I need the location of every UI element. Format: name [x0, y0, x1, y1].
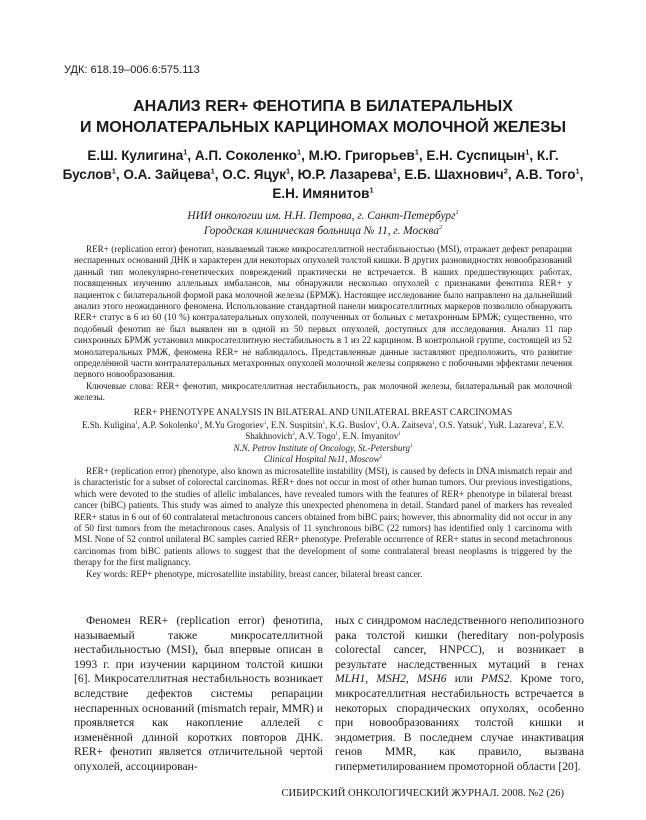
author-name: Ю.Р. Лазарева	[297, 167, 393, 182]
author-name: Е.Н. Имянитов	[272, 186, 370, 201]
author	[82, 420, 142, 430]
author-affiliation-mark: 1	[335, 432, 339, 438]
abstract-ru-text: RER+ (replication error) фенотип, называемый также микросателлитной нестабильностью (MSI), отражает дефект репарации неспаренных оснований ДНК и характерен для некоторых опухолей толстой кишки. В других разновидностях новообразований данный тип молекулярно-генетических повреждений практически не встречается. В наших предшествующих работах, посвященных изучению аллельных имбалансов, мы обнаружили несколько опухолей с признаками фенотипа RER+ у пациенток с билатеральной формой рака молочной железы (БРМЖ). Настоящее исследование было направлено на дальнейший анализ этого неожиданного феномена. Использование стандартной панели микросателлитных маркеров позволило обнаружить RER+ статус в 6 из 60 (10 %) контралатеральных опухолей, полученных от больных с метахронным БРМЖ; существенно, что подобный фенотип не был выявлен ни в одной из 50 первых опухолей, доступных для исследования. Анализ 11 пар синхронных БРМЖ установил микросателлитную нестабильность в 1 из 22 карцином. В контрольной группе, состоящей из 52 монолатеральных РМЖ, феномена RER+ не наблюдалось. Представленные данные заставляют предположить, что развитие определённой части контралатеральных метахронных опухолей молочной железы сопряжено с побочными эффектами лечения первого новообразования.	[74, 244, 572, 380]
affiliation-text: Clinical Hospital №11, Moscow	[263, 454, 380, 465]
body-column-right	[335, 614, 584, 775]
author-list-en	[74, 420, 572, 443]
body-right-part-2: . Кроме того, микросателлитная нестабильность встречается в некоторых спорадических опухолях, особенно при новообразованиях толстой кишки и эндометрия. В последнем случае инактивация генов MMR, как правило, вызвана гиперметилированием промоторной области [20].	[335, 672, 584, 773]
journal-footer: СИБИРСКИЙ ОНКОЛОГИЧЕСКИЙ ЖУРНАЛ. 2008. №2 (26)	[281, 788, 564, 799]
author-name: E.N. Suspitsin	[270, 420, 323, 430]
affiliation-text: НИИ онкологии им. Н.Н. Петрова, г. Санкт-Петербург	[187, 210, 456, 222]
author-affiliation-mark: 1	[322, 421, 326, 426]
title-line-2: И МОНОЛАТЕРАЛЬНЫХ КАРЦИНОМАХ МОЛОЧНОЙ ЖЕЛЕЗЫ	[80, 119, 566, 136]
author-name: K.G. Buslov	[329, 420, 375, 430]
affiliations-ru	[60, 209, 586, 239]
author-affiliation-mark: 2	[292, 432, 295, 438]
author-name: O.A. Zaitseva	[381, 420, 433, 430]
author	[488, 420, 548, 430]
english-title: RER+ PHENOTYPE ANALYSIS IN BILATERAL AND UNILATERAL BREAST CARCINOMAS	[133, 408, 513, 418]
author	[299, 431, 343, 441]
author-separator: ,	[579, 167, 584, 182]
author-name: Е.Н. Суспицын	[426, 148, 526, 163]
author-affiliation-mark: 1	[286, 166, 291, 176]
author	[123, 167, 222, 182]
author-affiliation-mark: 1	[111, 166, 116, 176]
gene-names-1: MLH1, MSH2, MSH6	[335, 672, 447, 686]
author-separator: ,	[507, 167, 516, 182]
author-name: О.С. Яцук	[222, 167, 287, 182]
author-name: E.Sh. Kuligina	[81, 420, 136, 430]
affiliations-en	[74, 443, 572, 466]
author-name: A.V. Togo	[298, 431, 336, 442]
author-separator: ,	[434, 420, 440, 430]
author	[87, 148, 195, 163]
author-separator: ,	[137, 420, 142, 430]
author-separator: ,	[396, 167, 405, 182]
author-separator: ,	[544, 420, 549, 430]
author-affiliation-mark: 1	[541, 421, 545, 426]
author	[272, 186, 373, 201]
author-name: А.П. Соколенко	[194, 148, 297, 163]
affiliation-number: 1	[455, 209, 459, 217]
affiliation-number: 1	[410, 444, 413, 449]
author	[298, 167, 405, 182]
abstract-en	[74, 466, 572, 580]
affiliation-line	[74, 443, 572, 454]
author	[204, 420, 270, 430]
author-separator: ,	[325, 420, 330, 430]
author-list-ru	[60, 146, 586, 203]
author-affiliation-mark: 1	[369, 185, 374, 195]
author-affiliation-mark: 1	[398, 432, 401, 438]
author-separator: ,	[115, 167, 124, 182]
keywords-ru: Ключевые слова: RER+ фенотип, микросателлитная нестабильность, рак молочной железы, билатеральный рак молочной железы.	[74, 380, 572, 403]
author-separator: ,	[199, 420, 205, 430]
author-affiliation-mark: 1	[183, 147, 188, 157]
author-name: А.В. Того	[515, 167, 576, 182]
affiliation-number: 2	[438, 224, 443, 232]
author-separator: ,	[338, 431, 343, 442]
author-affiliation-mark: 1	[210, 166, 215, 176]
abstract-ru	[74, 244, 572, 404]
author-name: М.Ю. Григорьев	[308, 148, 415, 163]
author-separator: ,	[377, 420, 382, 430]
author	[515, 167, 583, 182]
author-name: O.S. Yatsuk	[439, 420, 482, 430]
body-right-or: или	[446, 672, 482, 686]
affiliation-text: N.N. Petrov Institute of Oncology, St.-Petersburg	[233, 443, 411, 453]
udk-code: УДК: 618.19–006.6:575.113	[64, 64, 200, 76]
author-affiliation-mark: 1	[135, 421, 138, 426]
author-separator: ,	[214, 167, 223, 182]
title-line-1: АНАЛИЗ RER+ ФЕНОТИПА В БИЛАТЕРАЛЬНЫХ	[133, 98, 513, 115]
author-name: Е.Ш. Кулигина	[87, 148, 184, 163]
author	[426, 148, 537, 163]
author-separator: ,	[301, 148, 309, 163]
author-affiliation-mark: 1	[392, 166, 397, 176]
author-name: E.V. Shakhnovich	[245, 420, 565, 442]
author-name: К.Г. Буслов	[62, 148, 559, 182]
author-name: E.N. Imyanitov	[342, 431, 399, 442]
author	[343, 431, 401, 441]
author-affiliation-mark: 1	[575, 166, 580, 176]
author-affiliation-mark: 1	[525, 147, 530, 157]
affiliation-text: Городская клиническая больница № 11, г. Москва	[203, 225, 439, 237]
author-affiliation-mark: 1	[374, 421, 378, 426]
keywords-en: Key words: REP+ phenotype, microsatellite instability, breast cancer, bilateral breast cancer.	[86, 568, 423, 579]
body-right-part-1: ных с синдромом наследственного неполипозного рака толстой кишки (hereditary non-polyposis colorectal cancer, HNPCC), и возникает в результате наследственных мутаций в генах	[335, 614, 584, 671]
author	[309, 148, 427, 163]
gene-name-2: PMS2	[481, 672, 510, 686]
body-column-left: Феномен RER+ (replication error) фенотипа, называемый также микросателлитной нестабильностью (MSI), был впервые описан в 1993 г. при изучении карцином толстой кишки [6]. Микросателлитная нестабильность возникает вследствие дефектов системы репарации неспаренных оснований (mismatch repair, MMR) и проявляется как накопление аллелей с изменённой длиной коротких повторов ДНК. RER+ фенотип является отличительной чертой опухолей, ассоциирован-	[74, 614, 323, 773]
affiliation-line	[60, 224, 586, 239]
author-affiliation-mark: 1	[481, 421, 485, 426]
author-affiliation-mark: 1	[197, 421, 200, 426]
author-affiliation-mark: 2	[503, 166, 508, 176]
author-affiliation-mark: 1	[296, 147, 302, 157]
author-name: M.Yu Grogoriev	[204, 420, 264, 430]
author-affiliation-mark: 1	[414, 147, 419, 157]
author	[195, 148, 309, 163]
author	[142, 420, 205, 430]
author-separator: ,	[418, 148, 427, 163]
author	[404, 167, 515, 182]
author-name: О.А. Зайцева	[123, 167, 211, 182]
author-name: Е.Б. Шахнович	[404, 167, 504, 182]
author	[222, 167, 297, 182]
author-separator: ,	[290, 167, 298, 182]
author-name: YuR. Lazareva	[488, 420, 542, 430]
author	[439, 420, 488, 430]
author-affiliation-mark: 1	[432, 421, 435, 426]
author	[271, 420, 330, 430]
author	[382, 420, 439, 430]
author-separator: ,	[187, 148, 195, 163]
article-title	[60, 96, 586, 138]
author-separator: ,	[294, 431, 299, 442]
author	[330, 420, 382, 430]
affiliation-number: 2	[379, 455, 383, 461]
affiliation-line	[60, 209, 586, 224]
affiliation-line	[74, 454, 572, 465]
author-separator: ,	[484, 420, 489, 430]
abstract-en-text: RER+ (replication error) phenotype, also known as microsatellite instability (MSI), is caused by defects in DNA mismatch repair and is characteristic for a subset of colorectal carcinomas. RER+ does not occur in most of other human tumors. Our previous investigations, which were devoted to the studies of allelic imbalances, have revealed tumors with the features of RER+ phenotype in bilateral breast cancer (biBC) patients. This study was aimed to analyze this unexpected phenomena in detail. Standard panel of markers has revealed RER+ status in 6 out of 60 contralateral metachronous cancers obtained from biBC pairs; however, this abnormality did not occur in any of 50 first tumors from the metachronous cases. Analysis of 11 synchronous biBC (22 tumors) has identified only 1 carcinoma with MSI. None of 52 control unilateral BC samples carried RER+ phenotype. Preferable occurrence of RER+ status in second metachronous carcinomas from biBC patients allows to suggest that the development of some contralateral breast neoplasms is triggered by the therapy for the first malignancy.	[74, 466, 572, 568]
author-separator: ,	[266, 420, 271, 430]
author-affiliation-mark: 1	[263, 421, 267, 426]
author-name: A.P. Sokolenko	[141, 420, 198, 430]
author-separator: ,	[529, 148, 537, 163]
